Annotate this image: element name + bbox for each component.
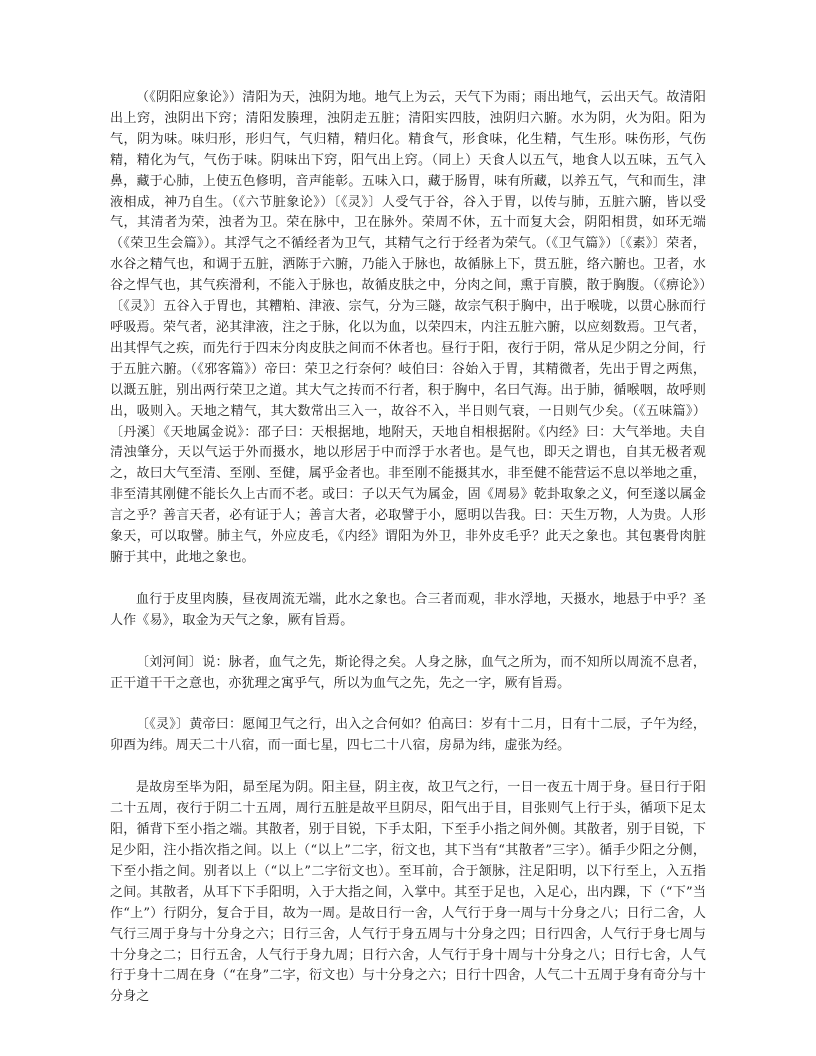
paragraph-gap (110, 632, 706, 653)
paragraph-gap (110, 569, 706, 590)
paragraph-blood-flow: 血行于皮里肉腠，昼夜周流无端，此水之象也。合三者而观，非水浮地，天摄水，地悬于中乎？圣人作《易》，取金为天气之象，厥有旨焉。 (110, 591, 706, 628)
paragraph-wei-qi-cycle: 是故房至毕为阳，昴至尾为阴。阳主昼，阴主夜，故卫气之行，一日一夜五十周于身。昼日行于阳二十五周，夜行于阴二十五周，周行五脏是故平旦阴尽，阳气出于目，目张则气上行于头，循项下足太阳，循背下至小指之端。其散者，别于目锐，下手太阳，下至手小指之间外侧。其散者，别于目锐，下足少阳，注小指次指之间。以上（“以上”二字，衍文也，其下当有“其散者”三字）。循手少阳之分侧，下至小指之间。别者以上（“以上”二字衍文也）。至耳前，合于颔脉，注足阳明，以下行至上，入五指之间。其散者，从耳下下手阳明，入于大指之间，入掌中。其至于足也，入足心，出内踝，下（“下”当作“上”）行阴分，复合于目，故为一周。是故日行一舍，人气行于身一周与十分身之八；日行二舍，人气行三周于身与十分身之六；日行三舍，人气行于身五周与十分身之四；日行四舍，人气行于身七周与十分身之二；日行五舍，人气行于身九周；日行六舍，人气行于身十周与十分身之八；日行七舍，人气行于身十二周在身（“在身”二字，衍文也）与十分身之六；日行十四舍，人气二十五周于身有奇分与十分身之 (110, 780, 706, 1005)
paragraph-gap (110, 757, 706, 778)
paragraph-yin-yang: （《阴阳应象论》）清阳为天，浊阴为地。地气上为云，天气下为雨；雨出地气，云出天气。故清阳出上窍，浊阴出下窍；清阳发腠理，浊阴走五脏；清阳实四肢，浊阴归六腑。水为阴，火为阳。阳为气，阴为味。味归形，形归气，气归精，精归化。精食气，形食味，化生精，气生形。味伤形，气伤精，精化为气，气伤于味。阴味出下窍，阳气出上窍。（同上）天食人以五气，地食人以五味，五气入鼻，藏于心肺，上使五色修明，音声能彰。五味入口，藏于肠胃，味有所藏，以养五气，气和而生，津液相成，神乃自生。（《六节脏象论》）〔《灵》〕人受气于谷，谷入于胃，以传与肺，五脏六腑，皆以受气，其清者为荣，浊者为卫。荣在脉中，卫在脉外。荣周不休，五十而复大会，阴阳相贯，如环无端（《荣卫生会篇》）。其浮气之不循经者为卫气，其精气之行于经者为荣气。（《卫气篇》）〔《素》〕荣者，水谷之精气也，和调于五脏，洒陈于六腑，乃能入于脉也，故循脉上下，贯五脏，络六腑也。卫者，水谷之悍气也，其气疾滑利，不能入于脉也，故循皮肤之中，分肉之间，熏于肓膜，散于胸腹。（《痹论》）〔《灵》〕五谷入于胃也，其糟粕、津液、宗气，分为三隧，故宗气积于胸中，出于喉咙，以贯心脉而行呼吸焉。荣气者，泌其津液，注之于脉，化以为血，以荣四末，内注五脏六腑，以应刻数焉。卫气者，出其悍气之疾，而先行于四末分肉皮肤之间而不休者也。昼行于阳，夜行于阴，常从足少阴之分间，行于五脏六腑。（《邪客篇》）帝曰：荣卫之行奈何？岐伯曰：谷始入于胃，其精微者，先出于胃之两焦，以溉五脏，别出两行荣卫之道。其大气之抟而不行者，积于胸中，名曰气海。出于肺，循喉咽，故呼则出，吸则入。天地之精气，其大数常出三入一，故谷不入，半日则气衰，一日则气少矣。（《五味篇》）〔丹溪〕《天地属金说》：邵子曰：天根据地，地附天，天地自相根据附。《内经》曰：大气举地。夫自清浊肇分，天以气运于外而摄水，地以形居于中而浮于水者也。是气也，即天之谓也，自其无极者观之，故曰大气至清、至刚、至健，属乎金者也。非至刚不能摄其水，非至健不能营运不息以举地之重，非至清其刚健不能长久上古而不老。或曰：子以天气为属金，固《周易》乾卦取象之义，何至遂以属金言之乎？善言天者，必有证于人；善言大者，必取譬于小，愿明以告我。曰：天生万物，人为贵。人形象天，可以取譬。肺主气，外应皮毛，《内经》谓阳为外卫，非外皮毛乎？此天之象也。其包裹骨肉脏腑于其中，此地之象也。 (110, 90, 706, 565)
document-page (110, 88, 706, 1008)
paragraph-liu-hejian: 〔刘河间〕说：脉者，血气之先，斯论得之矣。人身之脉，血气之所为，而不知所以周流不息者，正干道干干之意也，亦犹理之寓乎气，所以为血气之先，先之一字，厥有旨焉。 (110, 654, 706, 691)
paragraph-gap (110, 694, 706, 715)
paragraph-wei-qi-question: 〔《灵》〕黄帝曰：愿闻卫气之行，出入之合何如？伯高曰：岁有十二月，日有十二辰，子午为经，卯酉为纬。周天二十八宿，而一面七星，四七二十八宿，房昴为纬，虚张为经。 (110, 717, 706, 754)
